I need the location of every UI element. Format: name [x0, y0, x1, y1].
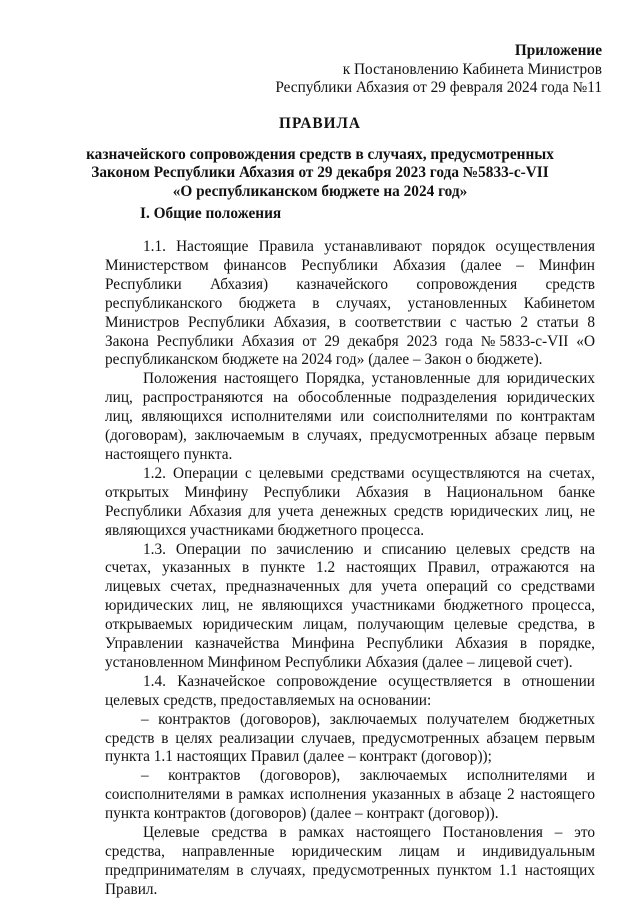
appendix-label: Приложение	[514, 42, 602, 59]
document-subtitle-line-3: «О республиканском бюджете на 2024 год»	[172, 182, 468, 200]
paragraph-target-funds: Целевые средства в рамках настоящего Постановления – это средства, направленные юридическим лицам и индивидуальным предпринимателям в случаях, предусмотренных пунктом 1.1 настоящих Правил.	[105, 824, 595, 898]
document-title-block	[60, 115, 580, 201]
paragraph-1-4: 1.4. Казначейское сопровождение осуществляется в отношении целевых средств, предоставляемых на основании:	[105, 672, 595, 709]
appendix-line-3: Республики Абхазия от 29 февраля 2024 года №11	[275, 79, 602, 96]
paragraph-1-1-scope: Положения настоящего Порядка, установленные для юридических лиц, распространяются на обособленные подразделения юридических лиц, являющихся исполнителями или соисполнителями по контрактам (договорам), заключаемым в случаях, предусмотренных абзаце первым настоящего пункта.	[105, 370, 595, 463]
paragraph-1-1: 1.1. Настоящие Правила устанавливают порядок осуществления Министерством финансов Республики Абхазия (далее – Минфин Республики Абхазия) казначейского сопровождения средств республиканского бюджета в случаях, установленных Кабинетом Министров Республики Абхазия, в соответствии с частью 2 статьи 8 Закона Республики Абхазия от 29 декабря 2023 года №5833-с-VII «О республиканском бюджете на 2024 год» (далее – Закон о бюджете).	[105, 238, 595, 369]
appendix-line-2: к Постановлению Кабинета Министров	[342, 60, 602, 78]
paragraph-1-3: 1.3. Операции по зачислению и списанию целевых средств на счетах, указанных в пункте 1.2 настоящих Правил, отражаются на лицевых счетах, предназначенных для учета операций со средствами юридических лиц, не являющихся участниками бюджетного процесса, открываемых юридическим лицам, получающим целевые средства, в Управлении казначейства Минфина Республики Абхазия в порядке, установленном Минфином Республики Абхазия (далее – лицевой счет).	[105, 540, 595, 671]
document-subtitle-line-2: Законом Республики Абхазия от 29 декабря 2023 года №5833-с-VII	[91, 164, 549, 182]
paragraph-1-2: 1.2. Операции с целевыми средствами осуществляются на счетах, открытых Минфину Республики Абхазия в Национальном банке Республики Абхазия для учета денежных средств юридических лиц, не являющихся участниками бюджетного процесса.	[105, 464, 595, 539]
section-heading: I. Общие положения	[140, 205, 282, 222]
document-title: ПРАВИЛА	[279, 115, 361, 132]
list-item-contracts-1: – контрактов (договоров), заключаемых получателем бюджетных средств в целях реализации случаев, предусмотренных абзацем первым пункта 1.1 настоящих Правил (далее – контракт (договор));	[105, 710, 595, 766]
list-item-contracts-2: – контрактов (договоров), заключаемых исполнителями и соисполнителями в рамках исполнения указанных в абзаце 2 настоящего пункта контрактов (договоров) (далее – контракт (договор)).	[105, 767, 595, 823]
document-body	[105, 238, 595, 900]
appendix-header	[275, 42, 602, 98]
document-subtitle-line-1: казначейского сопровождения средств в случаях, предусмотренных	[86, 146, 554, 163]
